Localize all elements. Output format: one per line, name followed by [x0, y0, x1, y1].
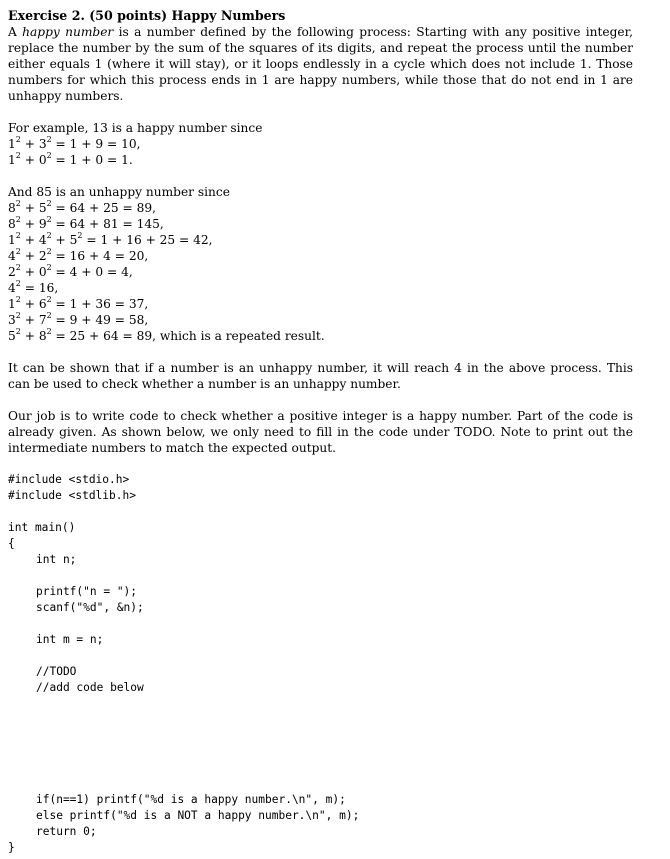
math-result: = 1 + 16 + 25 = 42, [82, 233, 213, 247]
math-base: 0 [38, 265, 47, 279]
math-result: = 64 + 25 = 89, [51, 201, 156, 215]
plus-sign: + [20, 329, 39, 343]
math-base: 2 [8, 265, 16, 279]
code-decl-n: int n; [36, 553, 77, 566]
code-add-below-comment: //add code below [36, 681, 144, 694]
math-result: = 16, [20, 281, 59, 295]
math-base: 5 [8, 329, 16, 343]
math-result: = 1 + 36 = 37, [51, 297, 149, 311]
plus-sign: + [20, 201, 39, 215]
math-base: 5 [69, 233, 78, 247]
math-exponent: 2 [46, 214, 52, 224]
math-base: 4 [38, 233, 47, 247]
example-85-lead: And 85 is an unhappy number since [8, 185, 230, 199]
math-result: = 4 + 0 = 4, [51, 265, 133, 279]
math-exponent: 2 [15, 278, 21, 288]
math-step [8, 136, 633, 152]
math-base: 1 [8, 153, 16, 167]
math-step [8, 312, 633, 328]
code-open-brace: { [8, 537, 15, 550]
math-exponent: 2 [15, 214, 21, 224]
code-todo-comment: //TODO [36, 665, 77, 678]
code-decl-m: int m = n; [36, 633, 104, 646]
math-step [8, 264, 633, 280]
plus-sign: + [20, 137, 39, 151]
math-result: = 25 + 64 = 89, which is a repeated result. [51, 329, 325, 343]
code-include-stdlib: #include <stdlib.h> [8, 489, 136, 502]
code-scanf: scanf("%d", &n); [36, 601, 144, 614]
code-close-brace: } [8, 841, 15, 854]
math-base: 3 [38, 137, 47, 151]
math-base: 3 [8, 313, 16, 327]
math-base: 5 [38, 201, 47, 215]
math-result: = 1 + 0 = 1. [51, 153, 133, 167]
math-exponent: 2 [46, 246, 52, 256]
math-base: 8 [38, 329, 47, 343]
example-13-steps [8, 136, 633, 168]
plus-sign: + [20, 297, 39, 311]
math-exponent: 2 [15, 294, 21, 304]
math-step [8, 152, 633, 168]
code-main-signature: int main() [8, 521, 76, 534]
math-exponent: 2 [77, 230, 83, 240]
code-return-line: return 0; [36, 825, 97, 838]
plus-sign: + [20, 217, 39, 231]
code-printf-prompt: printf("n = "); [36, 585, 138, 598]
intro-paragraph [8, 24, 633, 104]
plus-sign: + [20, 153, 39, 167]
math-result: = 1 + 9 = 10, [51, 137, 141, 151]
math-exponent: 2 [46, 310, 52, 320]
math-base: 8 [8, 217, 16, 231]
math-exponent: 2 [15, 310, 21, 320]
math-exponent: 2 [46, 326, 52, 336]
exercise-document [8, 8, 633, 856]
unhappy-paragraph: It can be shown that if a number is an unhappy number, it will reach 4 in the above process. This can be used to check whether a number is an unhappy number. [8, 361, 633, 391]
math-exponent: 2 [46, 150, 52, 160]
intro-body: is a number defined by the following process: Starting with any positive integer, replace the number by the sum of the squares of its digits, and repeat the process until the number either equals 1 (where it will stay), or it loops endlessly in a cycle which does not include 1. Those numbers for which this process ends in 1 are happy numbers, while those that do not end in 1 are unhappy numbers. [8, 25, 634, 103]
math-exponent: 2 [15, 230, 21, 240]
math-exponent: 2 [15, 198, 21, 208]
plus-sign: + [20, 233, 39, 247]
plus-sign: + [20, 249, 39, 263]
math-step [8, 328, 633, 344]
math-base: 7 [38, 313, 47, 327]
math-result: = 9 + 49 = 58, [51, 313, 149, 327]
plus-sign: + [20, 265, 39, 279]
math-base: 0 [38, 153, 47, 167]
job-paragraph: Our job is to write code to check whether a positive integer is a happy number. Part of the code is already given. As shown below, we only need to fill in the code under TODO. Note to print out the intermediate numbers to match the expected output. [8, 409, 633, 455]
math-base: 1 [8, 137, 16, 151]
math-exponent: 2 [46, 262, 52, 272]
math-base: 9 [38, 217, 47, 231]
math-exponent: 2 [15, 246, 21, 256]
example-13-lead: For example, 13 is a happy number since [8, 121, 263, 135]
math-step [8, 296, 633, 312]
math-exponent: 2 [15, 150, 21, 160]
math-step [8, 232, 633, 248]
math-exponent: 2 [15, 326, 21, 336]
code-else-line: else printf("%d is a NOT a happy number.\n", m); [36, 809, 360, 822]
math-base: 6 [38, 297, 47, 311]
math-exponent: 2 [46, 198, 52, 208]
math-result: = 64 + 81 = 145, [51, 217, 164, 231]
exercise-heading: Exercise 2. (50 points) Happy Numbers [8, 8, 286, 23]
plus-sign: + [51, 233, 70, 247]
code-include-stdio: #include <stdio.h> [8, 473, 130, 486]
math-exponent: 2 [46, 230, 52, 240]
math-base: 1 [8, 233, 16, 247]
math-step [8, 200, 633, 216]
math-exponent: 2 [15, 134, 21, 144]
math-step [8, 248, 633, 264]
math-base: 2 [38, 249, 47, 263]
math-base: 1 [8, 297, 16, 311]
math-base: 8 [8, 201, 16, 215]
math-base: 4 [8, 249, 16, 263]
math-exponent: 2 [15, 262, 21, 272]
math-exponent: 2 [46, 134, 52, 144]
code-if-line: if(n==1) printf("%d is a happy number.\n", m); [36, 793, 346, 806]
plus-sign: + [20, 313, 39, 327]
example-85-steps [8, 200, 633, 344]
math-step [8, 280, 633, 296]
intro-article: A [8, 25, 23, 39]
intro-term: happy number [22, 25, 114, 39]
code-listing [8, 472, 633, 856]
math-result: = 16 + 4 = 20, [51, 249, 149, 263]
math-base: 4 [8, 281, 16, 295]
math-step [8, 216, 633, 232]
math-exponent: 2 [46, 294, 52, 304]
